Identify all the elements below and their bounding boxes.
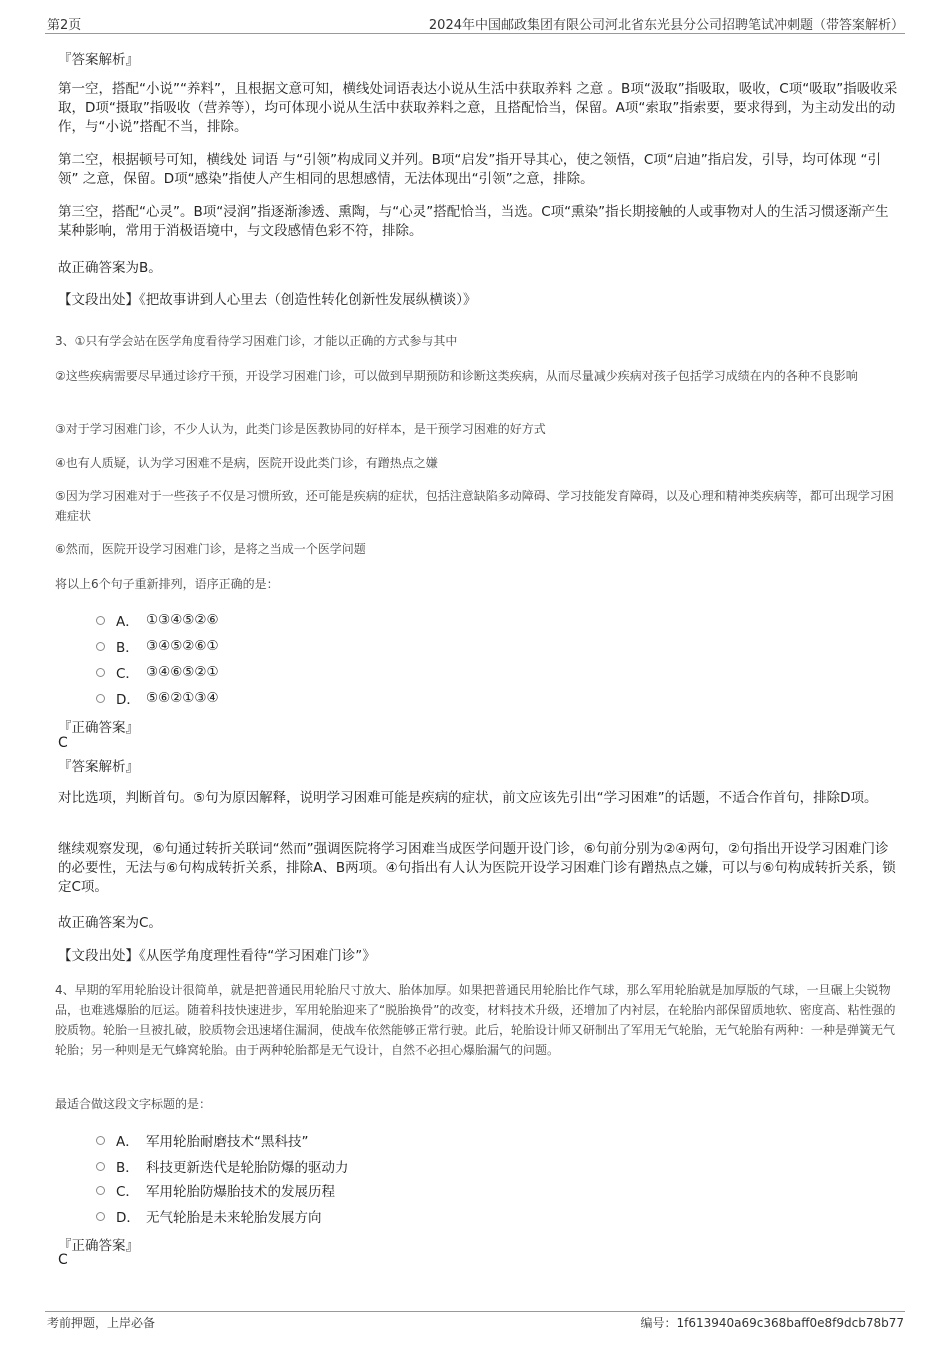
q4-option-b[interactable]: B． 科技更新迭代是轮胎防爆的驱动力	[96, 1156, 349, 1176]
radio-icon[interactable]	[96, 1212, 105, 1221]
q2-analysis-para2: 第二空，根据顿号可知，横线处 词语 与“引领”构成同义并列。B项“启发”指开导其心，使之领悟，C项“启迪”指启发，引导，均可体现 “引领” 之意，保留。D项“感染”指使人产生相同的思想感情，无法体现出“引领”之意，排除。	[58, 152, 882, 187]
q3-option-d[interactable]: D． ⑤⑥②①③④	[96, 688, 219, 708]
q4-option-d[interactable]: D． 无气轮胎是未来轮胎发展方向	[96, 1206, 322, 1226]
q3-answer: C	[58, 735, 68, 751]
q3-sentence-6: ⑥然而，医院开设学习困难门诊，是将之当成一个医学问题	[55, 542, 366, 556]
q2-source: 【文段出处】《把故事讲到人心里去（创造性转化创新性发展纵横谈）》	[58, 292, 477, 308]
q3-sentence-1: 3、①只有学会站在医学角度看待学习困难门诊，才能以正确的方式参与其中	[55, 334, 458, 348]
radio-icon[interactable]	[96, 1186, 105, 1195]
q4-prompt: 最适合做这段文字标题的是：	[55, 1097, 212, 1111]
q4-option-c[interactable]: C． 军用轮胎防爆胎技术的发展历程	[96, 1180, 335, 1200]
q2-analysis-para1: 第一空，搭配“小说”“养料”，且根据文意可知，横线处词语表达小说从生活中获取养料 之意 。B项“汲取”指吸取，吸收，C项“吸取”指吸收采取，D项“摄取”指吸收（营养等），均可体现小说从生活中获取养料之意，且搭配恰当，保留。A项“索取”指索要，要求得到，为主动发出的动作，与“小说”搭配不当，排除。	[58, 81, 898, 135]
q3-analysis-para2: 继续观察发现，⑥句通过转折关联词“然而”强调医院将学习困难当成医学问题开设门诊，⑥句前分别为②④两句，②句指出开设学习困难门诊的必要性，无法与⑥句构成转折关系，排除A、B两项。④句指出有人认为医院开设学习困难门诊有蹭热点之嫌，可以与⑥句构成转折关系，锁定C项。	[58, 841, 896, 895]
q4-answer: C	[58, 1252, 68, 1268]
radio-icon[interactable]	[96, 668, 105, 677]
q3-source: 【文段出处】《从医学角度理性看待“学习困难门诊”》	[58, 948, 376, 964]
q3-option-c[interactable]: C． ③④⑥⑤②①	[96, 662, 219, 682]
q2-conclusion: 故正确答案为B。	[58, 260, 162, 276]
q3-sentence-4: ④也有人质疑，认为学习困难不是病，医院开设此类门诊，有蹭热点之嫌	[55, 456, 438, 470]
q3-option-b[interactable]: B． ③④⑤②⑥①	[96, 636, 219, 656]
q4-answer-label: 『正确答案』	[58, 1238, 139, 1254]
q4-passage: 4、早期的军用轮胎设计很简单，就是把普通民用轮胎尺寸放大、胎体加厚。如果把普通民用轮胎比作气球，那么军用轮胎就是加厚版的气球，一旦碾上尖锐物品，也难逃爆胎的厄运。随着科技快速进步，军用轮胎迎来了“脱胎换骨”的改变，材料技术升级，还增加了内衬层，在轮胎内部保留质地软、密度高、粘性强的胶质物。轮胎一旦被扎破，胶质物会迅速堵住漏洞，使战车依然能够正常行驶。此后，轮胎设计师又研制出了军用无气轮胎，无气轮胎有两种：一种是弹簧无气轮胎；另一种则是无气蜂窝轮胎。由于两种轮胎都是无气设计，自然不必担心爆胎漏气的问题。	[55, 983, 896, 1057]
document-id: 编号：1f613940a69c368baff0e8f9dcb78b77	[640, 1316, 904, 1330]
q4-option-a[interactable]: A． 军用轮胎耐磨技术“黑科技”	[96, 1130, 309, 1150]
radio-icon[interactable]	[96, 1136, 105, 1145]
q3-option-a[interactable]: A． ①③④⑤②⑥	[96, 610, 219, 630]
header-divider	[45, 33, 905, 34]
radio-icon[interactable]	[96, 642, 105, 651]
q3-answer-label: 『正确答案』	[58, 720, 139, 736]
radio-icon[interactable]	[96, 616, 105, 625]
q3-sentence-2: ②这些疾病需要尽早通过诊疗干预，开设学习困难门诊，可以做到早期预防和诊断这类疾病，从而尽量减少疾病对孩子包括学习成绩在内的各种不良影响	[55, 369, 858, 383]
footer-slogan: 考前押题，上岸必备	[47, 1316, 156, 1330]
q3-analysis-para1: 对比选项，判断首句。⑤句为原因解释，说明学习困难可能是疾病的症状，前文应该先引出“学习困难”的话题，不适合作首句，排除D项。	[58, 790, 878, 806]
footer-divider	[45, 1311, 905, 1312]
q3-conclusion: 故正确答案为C。	[58, 915, 162, 931]
q2-analysis-para3: 第三空，搭配“心灵”。B项“浸润”指逐渐渗透、熏陶，与“心灵”搭配恰当，当选。C项“熏染”指长期接触的人或事物对人的生活习惯逐渐产生某种影响，常用于消极语境中，与文段感情色彩不符，排除。	[58, 204, 889, 239]
q3-sentence-5: ⑤因为学习困难对于一些孩子不仅是习惯所致，还可能是疾病的症状，包括注意缺陷多动障碍、学习技能发育障碍，以及心理和精神类疾病等，都可出现学习困难症状	[55, 489, 894, 523]
q3-analysis-label: 『答案解析』	[58, 759, 139, 775]
q3-prompt: 将以上6个句子重新排列，语序正确的是：	[55, 577, 279, 591]
page-number: 第2页	[47, 18, 82, 33]
q3-sentence-3: ③对于学习困难门诊，不少人认为，此类门诊是医教协同的好样本，是干预学习困难的好方式	[55, 422, 546, 436]
q2-analysis-label: 『答案解析』	[58, 52, 139, 68]
radio-icon[interactable]	[96, 694, 105, 703]
document-title: 2024年中国邮政集团有限公司河北省东光县分公司招聘笔试冲刺题（带答案解析）	[428, 18, 904, 33]
radio-icon[interactable]	[96, 1162, 105, 1171]
